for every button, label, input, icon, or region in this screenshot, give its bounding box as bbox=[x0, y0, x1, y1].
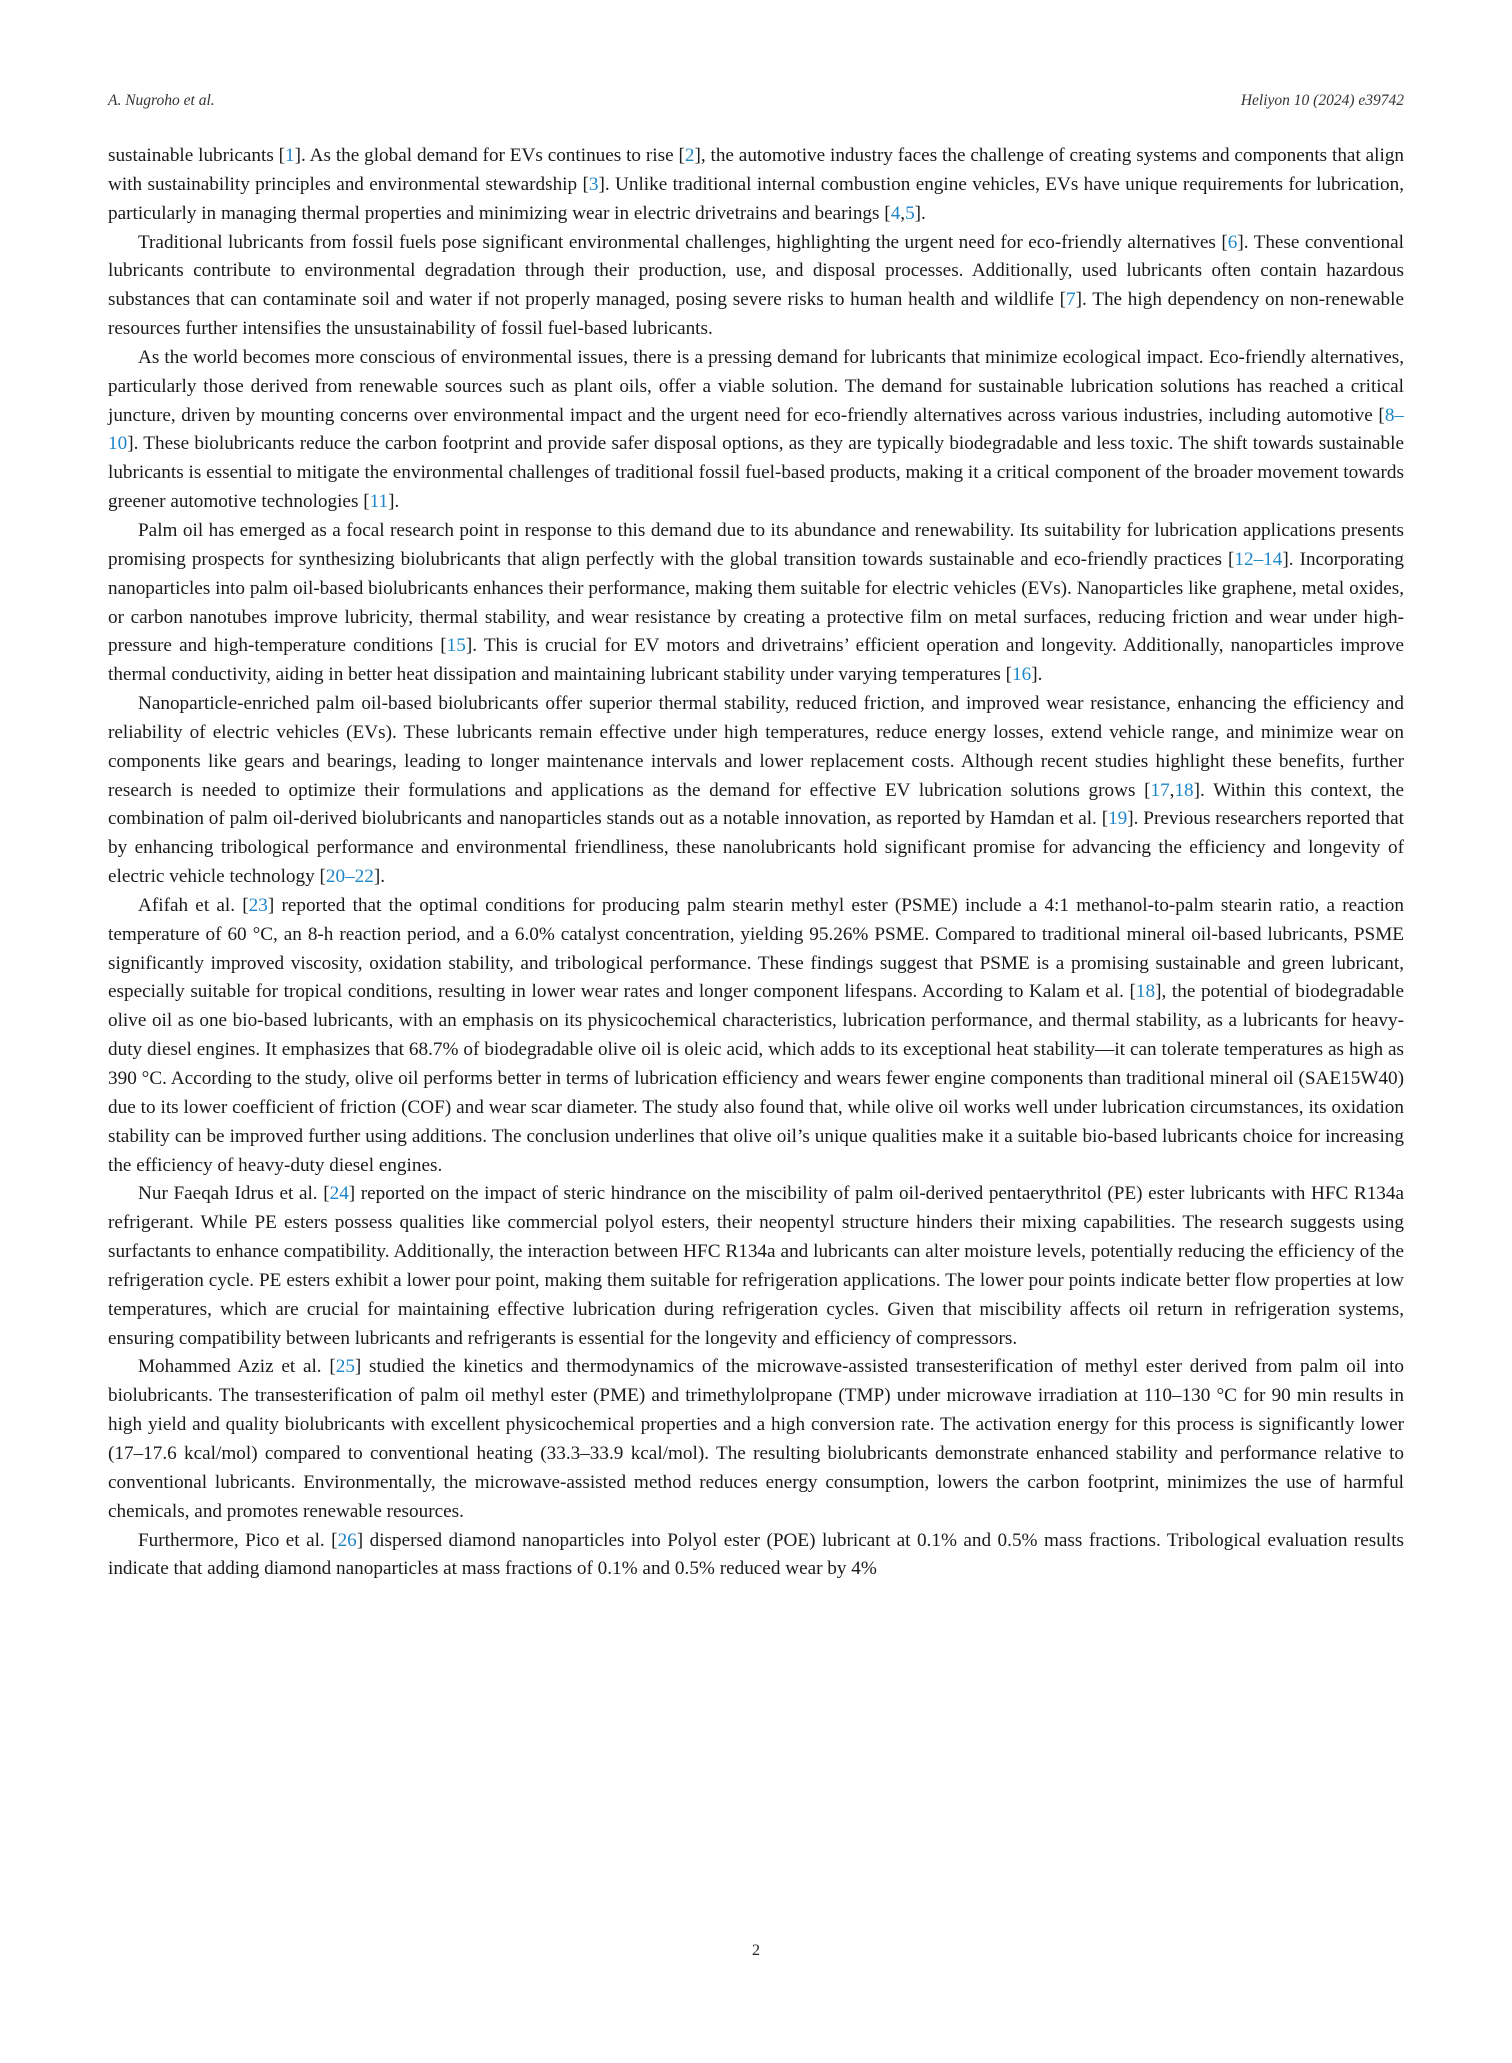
text-run: ]. bbox=[1031, 664, 1043, 686]
citation-link[interactable]: 11 bbox=[369, 491, 389, 513]
header-journal: Heliyon 10 (2024) e39742 bbox=[1240, 92, 1404, 109]
text-run: ]. As the global demand for EVs continues to rise [ bbox=[294, 145, 685, 166]
text-run: ] dispersed diamond nanoparticles into Polyol ester (POE) lubricant at 0.1% and 0.5% mass fractions. Tribological evaluation results indicate that adding diamond nanoparticles at mass fractions of 0.1% and 0.5% reduced wear by 4% bbox=[108, 1529, 1404, 1580]
text-run: , bbox=[1169, 779, 1175, 801]
text-run: , bbox=[900, 202, 906, 224]
citation-link[interactable]: 20–22 bbox=[325, 866, 374, 888]
citation-link[interactable]: 19 bbox=[1108, 808, 1128, 830]
text-run: ], the potential of biodegradable olive oil as one bio-based lubricants, with an emphasis on its physicochemical characteristics, lubrication performance, and thermal stability, as a lubricants for heavy-duty diesel engines. It emphasizes that 68.7% of biodegradable olive oil is oleic acid, which adds to its exceptional heat stability—it can tolerate temperatures as high as 390 °C. According to the study, olive oil performs better in terms of lubrication efficiency and wears fewer engine components than traditional mineral oil (SAE15W40) due to its lower coefficient of friction (COF) and wear scar diameter. The study also found that, while olive oil works well under lubrication circumstances, its oxidation stability can be improved further using additions. The conclusion underlines that olive oil’s unique qualities make it a suitable bio-based lubricants choice for increasing the efficiency of heavy-duty diesel engines. bbox=[108, 981, 1404, 1176]
text-run: ]. Incorporating nanoparticles into palm oil-based biolubricants enhances their performance, making them suitable for electric vehicles (EVs). Nanoparticles like graphene, metal oxides, or carbon nanotubes improve lubricity, thermal stability, and wear resistance by creating a protective film on metal surfaces, reducing friction and wear under high-pressure and high-temperature conditions [ bbox=[108, 548, 1404, 657]
citation-link[interactable]: 15 bbox=[446, 635, 466, 657]
citation-link[interactable]: 24 bbox=[329, 1183, 349, 1205]
text-run: ] reported on the impact of steric hindrance on the miscibility of palm oil-derived pentaerythritol (PE) ester lubricants with HFC R134a refrigerant. While PE esters possess qualities like commercial polyol esters, their neopentyl structure hinders their mixing capabilities. The research suggests using surfactants to enhance compatibility. Additionally, the interaction between HFC R134a and lubricants can alter moisture levels, potentially reducing the efficiency of the refrigeration cycle. PE esters exhibit a lower pour point, making them suitable for refrigeration applications. The lower pour points indicate better flow properties at low temperatures, which are crucial for maintaining effective lubrication during refrigeration cycles. Given that miscibility affects oil return in refrigeration systems, ensuring compatibility between lubricants and refrigerants is essential for the longevity and efficiency of compressors. bbox=[108, 1183, 1404, 1349]
text-run: ]. bbox=[388, 491, 400, 513]
text-run: sustainable lubricants [ bbox=[108, 145, 286, 166]
body-paragraph bbox=[108, 1527, 1404, 1585]
body-paragraph bbox=[108, 517, 1404, 690]
citation-link[interactable]: 16 bbox=[1012, 664, 1032, 686]
body-paragraph bbox=[108, 1353, 1404, 1526]
citation-link[interactable]: 3 bbox=[588, 173, 599, 195]
citation-link[interactable]: 8–10 bbox=[108, 404, 1404, 455]
text-run: ] studied the kinetics and thermodynamics of the microwave-assisted transesterification of methyl ester derived from palm oil into biolubricants. The transesterification of palm oil methyl ester (PME) and trimethylolpropane (TMP) under microwave irradiation at 110–130 °C for 90 min results in high yield and quality biolubricants with excellent physicochemical properties and a high conversion rate. The activation energy for this process is significantly lower (17–17.6 kcal/mol) compared to conventional heating (33.3–33.9 kcal/mol). The resulting biolubricants demonstrate enhanced stability and performance relative to conventional lubricants. Environmentally, the microwave-assisted method reduces energy consumption, lowers the carbon footprint, minimizes the use of harmful chemicals, and promotes renewable resources. bbox=[108, 1356, 1404, 1522]
text-run: ]. Previous researchers reported that by enhancing tribological performance and environmental friendliness, these nanolubricants hold significant promise for advancing the efficiency and longevity of electric vehicle technology [ bbox=[108, 808, 1404, 888]
text-run: Nanoparticle-enriched palm oil-based biolubricants offer superior thermal stability, reduced friction, and improved wear resistance, enhancing the efficiency and reliability of electric vehicles (EVs). These lubricants remain effective under high temperatures, reduce energy losses, extend vehicle range, and minimize wear on components like gears and bearings, leading to longer maintenance intervals and lower replacement costs. Although recent studies highlight these benefits, further research is needed to optimize their formulations and applications as the demand for effective EV lubrication solutions grows [ bbox=[108, 693, 1404, 801]
text-run: ]. Within this context, the combination of palm oil-derived biolubricants and nanoparticles stands out as a notable innovation, as reported by Hamdan et al. [ bbox=[108, 779, 1404, 830]
citation-link[interactable]: 5 bbox=[905, 202, 915, 224]
body-text bbox=[108, 142, 1404, 1584]
citation-link[interactable]: 17 bbox=[1150, 779, 1170, 801]
citation-link[interactable]: 6 bbox=[1227, 231, 1238, 253]
citation-link[interactable]: 7 bbox=[1066, 289, 1076, 311]
text-run: ]. bbox=[914, 202, 926, 224]
page-number: 2 bbox=[752, 1942, 760, 1959]
citation-link[interactable]: 1 bbox=[285, 145, 295, 166]
text-run: ]. The high dependency on non-renewable resources further intensifies the unsustainability of fossil fuel-based lubricants. bbox=[108, 289, 1404, 340]
header-authors: A. Nugroho et al. bbox=[108, 92, 215, 109]
text-run: ]. These biolubricants reduce the carbon footprint and provide safer disposal options, as they are typically biodegradable and less toxic. The shift towards sustainable lubricants is essential to mitigate the environmental challenges of traditional fossil fuel-based products, making it a critical component of the broader movement towards greener automotive technologies [ bbox=[108, 433, 1404, 513]
text-run: ]. Unlike traditional internal combustion engine vehicles, EVs have unique requirements for lubrication, particularly in managing thermal properties and minimizing wear in electric drivetrains and bearings [ bbox=[108, 173, 1404, 224]
citation-link[interactable]: 12–14 bbox=[1234, 548, 1283, 570]
text-run: Nur Faeqah Idrus et al. [ bbox=[138, 1183, 330, 1205]
text-run: Traditional lubricants from fossil fuels pose significant environmental challenges, highlighting the urgent need for eco-friendly alternatives [ bbox=[138, 231, 1228, 253]
text-run: ]. This is crucial for EV motors and drivetrains’ efficient operation and longevity. Additionally, nanoparticles improve thermal conductivity, aiding in better heat dissipation and maintaining lubricant stability under varying temperatures [ bbox=[108, 635, 1404, 686]
text-run: Furthermore, Pico et al. [ bbox=[138, 1529, 338, 1551]
body-paragraph bbox=[108, 229, 1404, 344]
text-run: ] reported that the optimal conditions for producing palm stearin methyl ester (PSME) include a 4:1 methanol-to-palm stearin ratio, a reaction temperature of 60 °C, an 8-h reaction period, and a 6.0% catalyst concentration, yielding 95.26% PSME. Compared to traditional mineral oil-based lubricants, PSME significantly improved viscosity, oxidation stability, and tribological performance. These findings suggest that PSME is a promising sustainable and green lubricant, especially suitable for tropical conditions, resulting in lower wear rates and longer component lifespans. According to Kalam et al. [ bbox=[108, 894, 1404, 1003]
citation-link[interactable]: 18 bbox=[1135, 981, 1156, 1003]
citation-link[interactable]: 4 bbox=[890, 202, 901, 224]
body-paragraph bbox=[108, 1180, 1404, 1353]
text-run: As the world becomes more conscious of environmental issues, there is a pressing demand for lubricants that minimize ecological impact. Eco-friendly alternatives, particularly those derived from renewable sources such as plant oils, offer a viable solution. The demand for sustainable lubrication solutions has reached a critical juncture, driven by mounting concerns over environmental impact and the urgent need for eco-friendly alternatives across various industries, including automotive [ bbox=[108, 346, 1404, 426]
citation-link[interactable]: 23 bbox=[248, 894, 268, 916]
text-run: Afifah et al. [ bbox=[138, 894, 249, 916]
body-paragraph bbox=[108, 892, 1404, 1180]
text-run: Mohammed Aziz et al. [ bbox=[138, 1356, 336, 1378]
citation-link[interactable]: 18 bbox=[1174, 779, 1194, 801]
running-header bbox=[108, 92, 1404, 116]
text-run: ]. These conventional lubricants contribute to environmental degradation through their production, use, and disposal processes. Additionally, used lubricants often contain hazardous substances that can contaminate soil and water if not properly managed, posing severe risks to human health and wildlife [ bbox=[108, 231, 1405, 311]
text-run: ]. bbox=[373, 866, 386, 888]
text-run: Palm oil has emerged as a focal research point in response to this demand due to its abundance and renewability. Its suitability for lubrication applications presents promising prospects for synthesizing biolubricants that align perfectly with the global transition towards sustainable and eco-friendly practices [ bbox=[108, 519, 1404, 570]
body-paragraph bbox=[108, 142, 1404, 229]
text-run: ], the automotive industry faces the challenge of creating systems and components that align with sustainability principles and environmental stewardship [ bbox=[108, 145, 1405, 195]
citation-link[interactable]: 25 bbox=[335, 1356, 355, 1378]
body-paragraph bbox=[108, 344, 1404, 517]
citation-link[interactable]: 2 bbox=[684, 145, 695, 166]
body-paragraph bbox=[108, 690, 1404, 892]
citation-link[interactable]: 26 bbox=[337, 1529, 357, 1551]
